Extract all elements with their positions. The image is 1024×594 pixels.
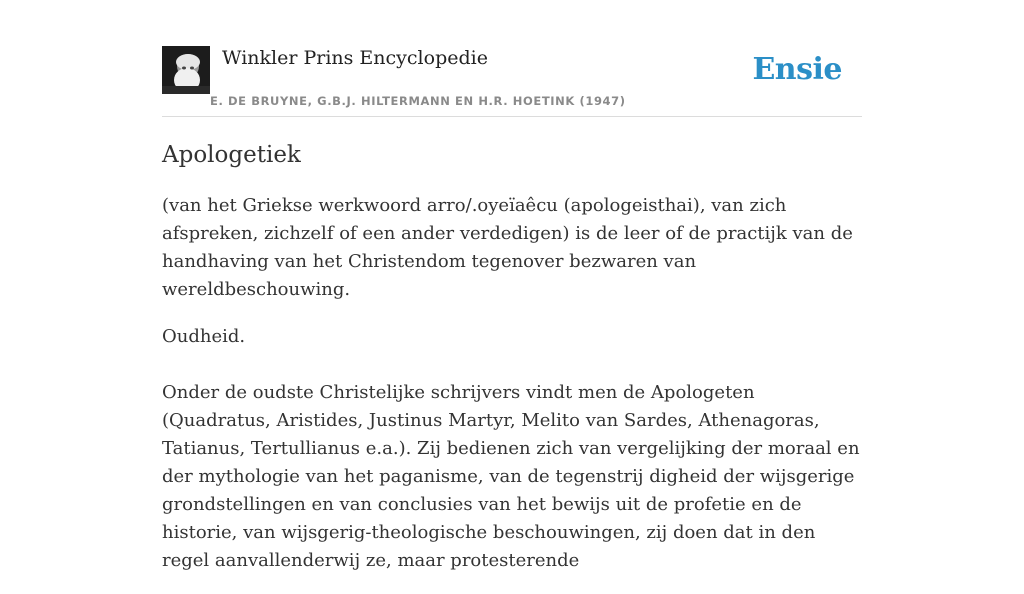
site-header <box>162 46 862 117</box>
article <box>162 140 862 594</box>
author-avatar[interactable] <box>162 46 210 94</box>
section-heading: Oudheid. <box>162 326 246 347</box>
authors-byline: E. DE BRUYNE, G.B.J. HILTERMANN EN H.R. HOETINK (1947) <box>210 94 626 108</box>
site-title[interactable]: Winkler Prins Encyclopedie <box>222 47 488 69</box>
article-intro: (van het Griekse werkwoord arro/.oyeïaêcu (apologeisthai), van zich afspreken, zichzelf of een ander verdedigen) is de leer of de practijk van de handhaving van het Christendom tegenover bezwaren van wereldbeschouwing. <box>162 195 853 300</box>
portrait-icon <box>162 46 210 94</box>
article-title: Apologetiek <box>162 142 301 168</box>
brand-logo[interactable]: Ensie <box>752 52 842 87</box>
section-body: Onder de oudste Christelijke schrijvers vindt men de Apologeten (Quadratus, Aristides, Justinus Martyr, Melito van Sardes, Athenagoras, Tatianus, Tertullianus e.a.). Zij bedienen zich van vergelijking der moraal en der mythologie van het paganisme, van de tegenstrij digheid der wijsgerige grondstellingen en van conclusies van het bewijs uit de profetie en de historie, van wijsgerig-theologische beschouwingen, zij doen dat in den regel aanvallenderwij ze, maar protesterende <box>162 382 860 571</box>
